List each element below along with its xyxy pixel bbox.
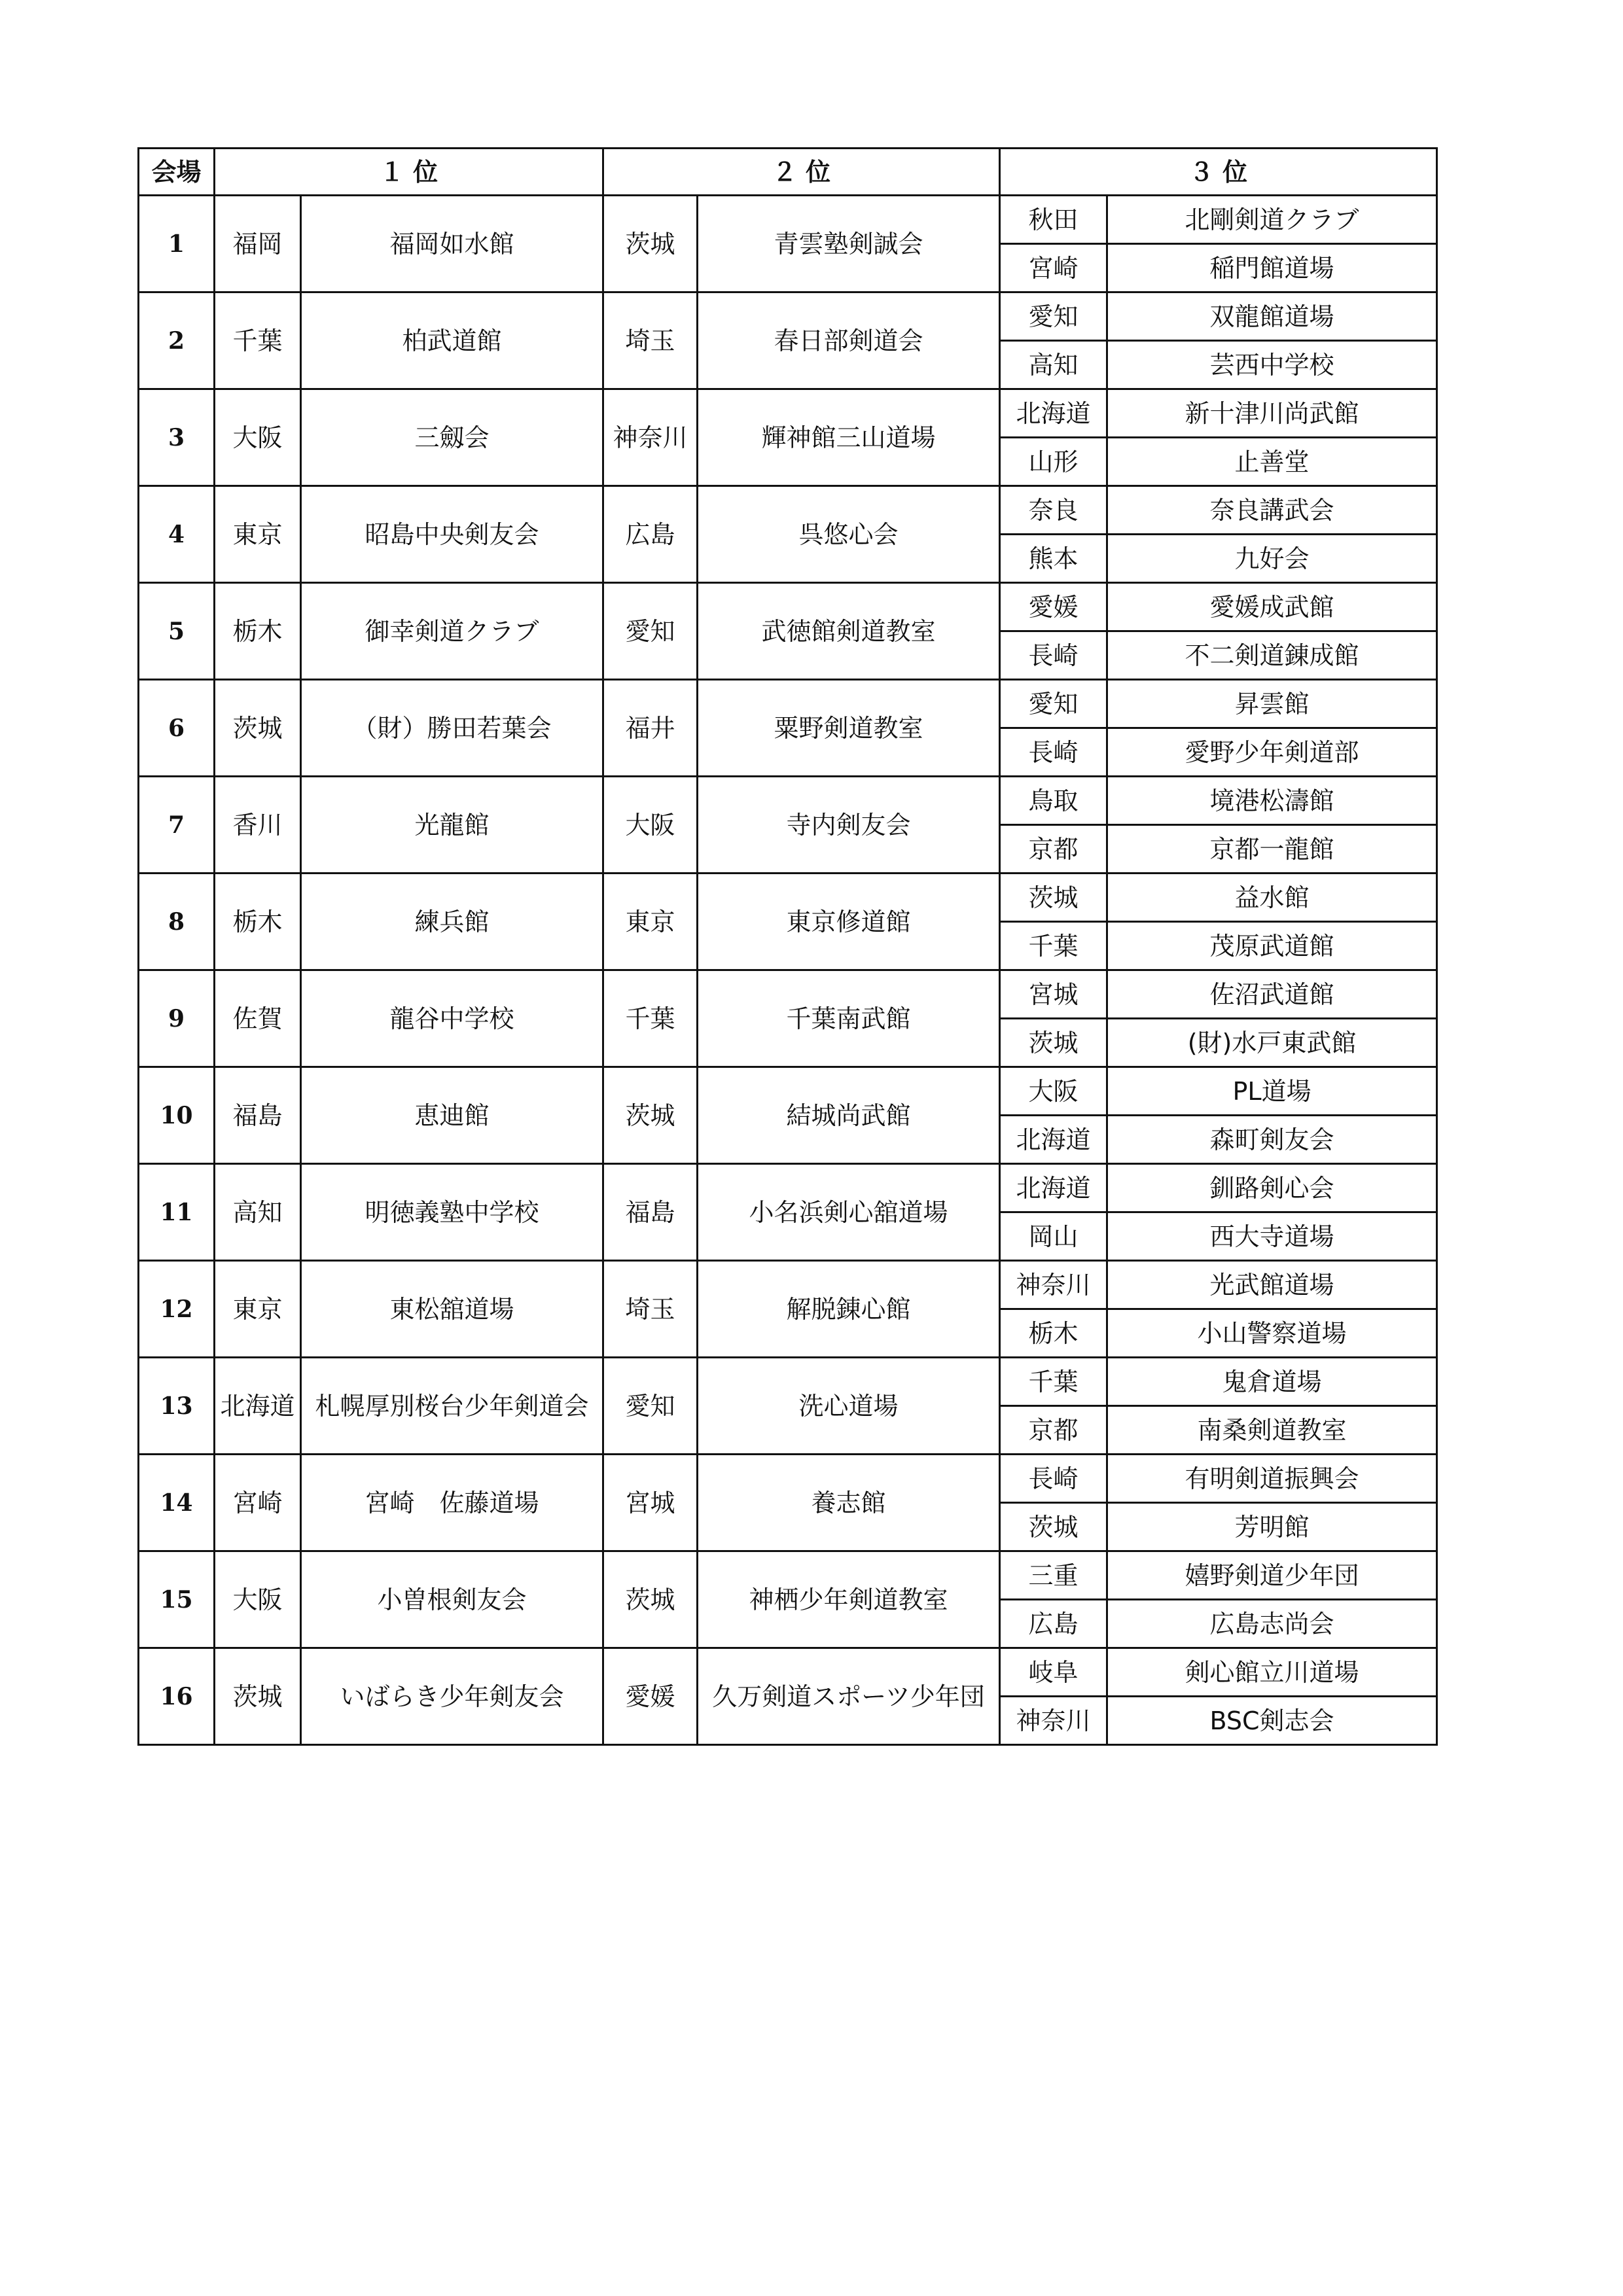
venue-number: 9 <box>139 970 215 1067</box>
venue-row <box>139 1067 1437 1116</box>
first-place-prefecture: 福岡 <box>215 196 301 292</box>
third-place-prefecture: 長崎 <box>1000 631 1107 680</box>
venue-row <box>139 970 1437 1019</box>
third-place-prefecture: 愛知 <box>1000 680 1107 728</box>
third-place-prefecture: 山形 <box>1000 438 1107 486</box>
second-place-prefecture: 埼玉 <box>603 292 698 389</box>
venue-row <box>139 1164 1437 1212</box>
second-place-prefecture: 愛知 <box>603 1358 698 1455</box>
third-place-team: 芸西中学校 <box>1107 341 1437 389</box>
second-place-team: 呉悠心会 <box>698 486 1000 583</box>
venue-number: 14 <box>139 1455 215 1551</box>
first-place-prefecture: 福島 <box>215 1067 301 1164</box>
third-place-team: 茂原武道館 <box>1107 922 1437 970</box>
second-place-team: 春日部剣道会 <box>698 292 1000 389</box>
venue-number: 5 <box>139 583 215 680</box>
third-place-team: 芳明館 <box>1107 1503 1437 1551</box>
venue-row <box>139 777 1437 825</box>
header-third-place: ３ 位 <box>1000 149 1437 196</box>
third-place-prefecture: 北海道 <box>1000 1116 1107 1164</box>
venue-number: 1 <box>139 196 215 292</box>
third-place-prefecture: 北海道 <box>1000 389 1107 438</box>
venue-number: 3 <box>139 389 215 486</box>
first-place-prefecture: 栃木 <box>215 874 301 970</box>
third-place-prefecture: 鳥取 <box>1000 777 1107 825</box>
second-place-team: 洗心道場 <box>698 1358 1000 1455</box>
venue-number: 10 <box>139 1067 215 1164</box>
third-place-team: 南桑剣道教室 <box>1107 1406 1437 1455</box>
third-place-prefecture: 茨城 <box>1000 874 1107 922</box>
second-place-team: 輝神館三山道場 <box>698 389 1000 486</box>
second-place-team: 武徳館剣道教室 <box>698 583 1000 680</box>
third-place-prefecture: 神奈川 <box>1000 1697 1107 1745</box>
second-place-team: 養志館 <box>698 1455 1000 1551</box>
venue-number: 4 <box>139 486 215 583</box>
third-place-prefecture: 長崎 <box>1000 1455 1107 1503</box>
first-place-prefecture: 高知 <box>215 1164 301 1261</box>
venue-row <box>139 1551 1437 1600</box>
third-place-team: 不二剣道錬成館 <box>1107 631 1437 680</box>
first-place-team: 御幸剣道クラブ <box>301 583 603 680</box>
first-place-team: 昭島中央剣友会 <box>301 486 603 583</box>
venue-row <box>139 389 1437 438</box>
second-place-team: 青雲塾剣誠会 <box>698 196 1000 292</box>
third-place-team: 奈良講武会 <box>1107 486 1437 535</box>
second-place-team: 解脱錬心館 <box>698 1261 1000 1358</box>
venue-number: 15 <box>139 1551 215 1648</box>
header-row <box>139 149 1437 196</box>
first-place-team: 札幌厚別桜台少年剣道会 <box>301 1358 603 1455</box>
venue-row <box>139 1648 1437 1697</box>
venue-row <box>139 1261 1437 1309</box>
venue-row <box>139 196 1437 244</box>
second-place-prefecture: 広島 <box>603 486 698 583</box>
first-place-team: 三劔会 <box>301 389 603 486</box>
first-place-team: いばらき少年剣友会 <box>301 1648 603 1745</box>
third-place-prefecture: 高知 <box>1000 341 1107 389</box>
third-place-prefecture: 茨城 <box>1000 1019 1107 1067</box>
second-place-prefecture: 愛媛 <box>603 1648 698 1745</box>
third-place-prefecture: 岐阜 <box>1000 1648 1107 1697</box>
third-place-team: 愛野少年剣道部 <box>1107 728 1437 777</box>
third-place-team: 愛媛成武館 <box>1107 583 1437 631</box>
third-place-prefecture: 愛知 <box>1000 292 1107 341</box>
second-place-prefecture: 宮城 <box>603 1455 698 1551</box>
second-place-team: 千葉南武館 <box>698 970 1000 1067</box>
second-place-team: 小名浜剣心舘道場 <box>698 1164 1000 1261</box>
second-place-team: 結城尚武館 <box>698 1067 1000 1164</box>
third-place-prefecture: 茨城 <box>1000 1503 1107 1551</box>
first-place-team: 光龍館 <box>301 777 603 874</box>
third-place-prefecture: 千葉 <box>1000 922 1107 970</box>
venue-number: 12 <box>139 1261 215 1358</box>
third-place-team: PL道場 <box>1107 1067 1437 1116</box>
second-place-team: 寺内剣友会 <box>698 777 1000 874</box>
venue-row <box>139 680 1437 728</box>
third-place-team: 光武館道場 <box>1107 1261 1437 1309</box>
third-place-team: 昇雲館 <box>1107 680 1437 728</box>
third-place-prefecture: 広島 <box>1000 1600 1107 1648</box>
third-place-prefecture: 京都 <box>1000 825 1107 874</box>
second-place-team: 神栖少年剣道教室 <box>698 1551 1000 1648</box>
third-place-prefecture: 大阪 <box>1000 1067 1107 1116</box>
first-place-prefecture: 茨城 <box>215 1648 301 1745</box>
third-place-team: 止善堂 <box>1107 438 1437 486</box>
first-place-team: 福岡如水館 <box>301 196 603 292</box>
third-place-prefecture: 京都 <box>1000 1406 1107 1455</box>
third-place-team: (財)水戸東武館 <box>1107 1019 1437 1067</box>
first-place-prefecture: 茨城 <box>215 680 301 777</box>
first-place-team: 練兵館 <box>301 874 603 970</box>
results-table <box>137 147 1438 1746</box>
second-place-prefecture: 茨城 <box>603 1551 698 1648</box>
first-place-team: （財）勝田若葉会 <box>301 680 603 777</box>
third-place-team: 釧路剣心会 <box>1107 1164 1437 1212</box>
venue-number: 7 <box>139 777 215 874</box>
second-place-prefecture: 茨城 <box>603 1067 698 1164</box>
third-place-team: 境港松濤館 <box>1107 777 1437 825</box>
table-body <box>139 149 1437 1745</box>
first-place-prefecture: 大阪 <box>215 1551 301 1648</box>
second-place-prefecture: 福井 <box>603 680 698 777</box>
first-place-prefecture: 東京 <box>215 1261 301 1358</box>
venue-number: 2 <box>139 292 215 389</box>
third-place-prefecture: 神奈川 <box>1000 1261 1107 1309</box>
third-place-team: 小山警察道場 <box>1107 1309 1437 1358</box>
third-place-team: 稲門館道場 <box>1107 244 1437 292</box>
third-place-prefecture: 宮城 <box>1000 970 1107 1019</box>
first-place-prefecture: 大阪 <box>215 389 301 486</box>
third-place-team: 森町剣友会 <box>1107 1116 1437 1164</box>
third-place-team: 新十津川尚武館 <box>1107 389 1437 438</box>
venue-number: 16 <box>139 1648 215 1745</box>
third-place-prefecture: 秋田 <box>1000 196 1107 244</box>
second-place-prefecture: 埼玉 <box>603 1261 698 1358</box>
third-place-team: 益水館 <box>1107 874 1437 922</box>
first-place-team: 東松舘道場 <box>301 1261 603 1358</box>
third-place-team: 佐沼武道館 <box>1107 970 1437 1019</box>
third-place-team: 北剛剣道クラブ <box>1107 196 1437 244</box>
third-place-team: 広島志尚会 <box>1107 1600 1437 1648</box>
venue-row <box>139 486 1437 535</box>
venue-row <box>139 1455 1437 1503</box>
third-place-team: 西大寺道場 <box>1107 1212 1437 1261</box>
venue-row <box>139 874 1437 922</box>
third-place-team: 京都一龍館 <box>1107 825 1437 874</box>
venue-row <box>139 1358 1437 1406</box>
first-place-prefecture: 宮崎 <box>215 1455 301 1551</box>
second-place-team: 粟野剣道教室 <box>698 680 1000 777</box>
third-place-team: 双龍館道場 <box>1107 292 1437 341</box>
second-place-prefecture: 東京 <box>603 874 698 970</box>
first-place-prefecture: 栃木 <box>215 583 301 680</box>
third-place-team: 九好会 <box>1107 535 1437 583</box>
second-place-prefecture: 大阪 <box>603 777 698 874</box>
venue-number: 13 <box>139 1358 215 1455</box>
third-place-prefecture: 奈良 <box>1000 486 1107 535</box>
venue-row <box>139 292 1437 341</box>
third-place-prefecture: 三重 <box>1000 1551 1107 1600</box>
first-place-team: 小曽根剣友会 <box>301 1551 603 1648</box>
venue-number: 8 <box>139 874 215 970</box>
first-place-prefecture: 佐賀 <box>215 970 301 1067</box>
venue-row <box>139 583 1437 631</box>
third-place-team: 鬼倉道場 <box>1107 1358 1437 1406</box>
second-place-team: 東京修道館 <box>698 874 1000 970</box>
first-place-prefecture: 千葉 <box>215 292 301 389</box>
third-place-prefecture: 北海道 <box>1000 1164 1107 1212</box>
third-place-prefecture: 長崎 <box>1000 728 1107 777</box>
first-place-prefecture: 東京 <box>215 486 301 583</box>
first-place-prefecture: 北海道 <box>215 1358 301 1455</box>
third-place-prefecture: 栃木 <box>1000 1309 1107 1358</box>
second-place-team: 久万剣道スポーツ少年団 <box>698 1648 1000 1745</box>
third-place-prefecture: 千葉 <box>1000 1358 1107 1406</box>
third-place-team: 嬉野剣道少年団 <box>1107 1551 1437 1600</box>
third-place-team: BSC剣志会 <box>1107 1697 1437 1745</box>
second-place-prefecture: 愛知 <box>603 583 698 680</box>
venue-number: 11 <box>139 1164 215 1261</box>
second-place-prefecture: 神奈川 <box>603 389 698 486</box>
second-place-prefecture: 千葉 <box>603 970 698 1067</box>
header-venue: 会場 <box>139 149 215 196</box>
third-place-prefecture: 岡山 <box>1000 1212 1107 1261</box>
first-place-prefecture: 香川 <box>215 777 301 874</box>
second-place-prefecture: 福島 <box>603 1164 698 1261</box>
third-place-prefecture: 宮崎 <box>1000 244 1107 292</box>
third-place-team: 剣心館立川道場 <box>1107 1648 1437 1697</box>
third-place-team: 有明剣道振興会 <box>1107 1455 1437 1503</box>
venue-number: 6 <box>139 680 215 777</box>
first-place-team: 柏武道館 <box>301 292 603 389</box>
first-place-team: 宮崎 佐藤道場 <box>301 1455 603 1551</box>
first-place-team: 龍谷中学校 <box>301 970 603 1067</box>
third-place-prefecture: 熊本 <box>1000 535 1107 583</box>
header-first-place: １ 位 <box>215 149 603 196</box>
second-place-prefecture: 茨城 <box>603 196 698 292</box>
third-place-prefecture: 愛媛 <box>1000 583 1107 631</box>
first-place-team: 明徳義塾中学校 <box>301 1164 603 1261</box>
header-second-place: ２ 位 <box>603 149 1000 196</box>
first-place-team: 恵迪館 <box>301 1067 603 1164</box>
